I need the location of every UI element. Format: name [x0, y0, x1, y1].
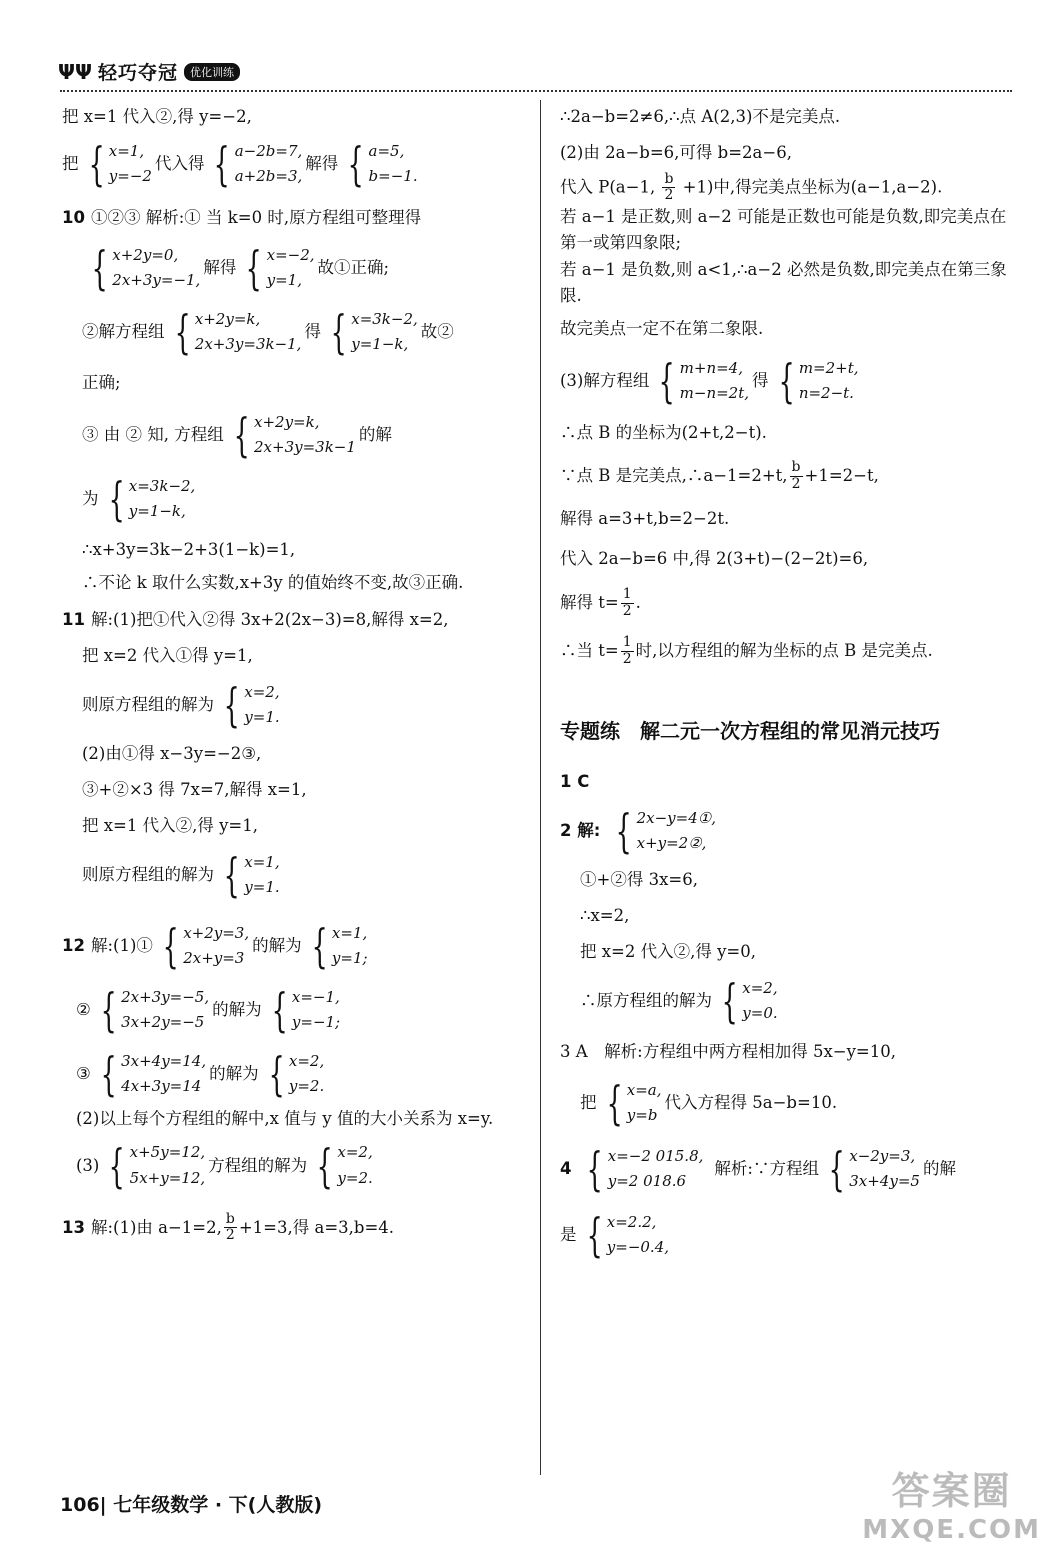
equation-row: y=1.	[244, 878, 280, 897]
equation-row: x=2.2,	[606, 1212, 657, 1231]
text-line: 若 a−1 是正数,则 a−2 可能是正数也可能是负数,即完美点在第一或第四象限;	[560, 206, 1007, 253]
equation-system: { x=2, y=0.	[721, 974, 778, 1029]
text-line: 把 { x=1, y=−2 代入得 { a−2b=7, a+2b=3, 解得 { a=5, b=−1.	[62, 137, 418, 191]
equation-row: x=−2,	[266, 245, 315, 264]
text-line: 把 x=1 代入②,得 y=1,	[82, 816, 258, 836]
equation-system: { 3x+4y=14, 4x+3y=14	[100, 1047, 207, 1102]
equation-system: { x=2, y=2.	[268, 1047, 325, 1102]
text-line: 代入 2a−b=6 中,得 2(3+t)−(2−2t)=6,	[560, 549, 869, 569]
equation-row: a+2b=3,	[234, 167, 303, 185]
text-line: 代入 P(a−1, $\frac{b}{2}$ +1)中,得完美点坐标为(a−1,a−2).	[560, 171, 943, 204]
page-number: 106	[60, 1494, 100, 1516]
equation-system: { x=3k−2, y=1−k,	[108, 472, 196, 526]
question-12: 12 解:(1)① { x+2y=3, 2x+y=3 的解为 { x=1, y=1;	[62, 919, 368, 974]
equation-row: y=b	[626, 1106, 658, 1125]
answer-2: 2 解: { 2x−y=4①, x+y=2②,	[560, 804, 716, 859]
equation-system: { x+2y=3, 2x+y=3	[162, 919, 250, 974]
text-line: ∴x=2,	[580, 906, 630, 926]
equation-row: x=3k−2,	[351, 309, 418, 328]
equation-row: 2x+3y=3k−1,	[194, 335, 302, 353]
equation-row: y=1;	[331, 949, 368, 968]
text-line: 把 x=2 代入②,得 y=0,	[580, 942, 756, 962]
text-line: (2)由 2a−b=6,可得 b=2a−6,	[560, 143, 792, 163]
text-line: ② { 2x+3y=−5, 3x+2y=−5 的解为 { x=−1, y=−1;	[76, 983, 341, 1038]
header-divider	[60, 90, 1012, 92]
equation-row: x=−2 015.8,	[607, 1146, 704, 1165]
text-line: ∴原方程组的解为 { x=2, y=0.	[580, 974, 778, 1029]
equation-row: y=1,	[266, 271, 302, 289]
fraction: $\frac{1}{2}$	[622, 634, 632, 667]
book-title: 七年级数学 · 下(人教版)	[113, 1494, 323, 1516]
equation-row: 3x+2y=−5	[121, 1013, 205, 1032]
text-line: (2)以上每个方程组的解中,x 值与 y 值的大小关系为 x=y.	[76, 1109, 494, 1129]
section-title: 专题练 解二元一次方程组的常见消元技巧	[560, 719, 940, 744]
equation-system: { x−2y=3, 3x+4y=5	[828, 1142, 920, 1197]
text-line: ③+②×3 得 7x=7,解得 x=1,	[82, 780, 307, 800]
equation-system: { 2x−y=4①, x+y=2②,	[615, 804, 716, 859]
equation-row: x=−1,	[291, 987, 340, 1006]
logo-icon: ΨΨ	[58, 59, 92, 84]
text-line: ③ { 3x+4y=14, 4x+3y=14 的解为 { x=2, y=2.	[76, 1047, 325, 1102]
equation-row: a=5,	[368, 141, 405, 160]
equation-system: { 2x+3y=−5, 3x+2y=−5	[100, 983, 210, 1038]
equation-row: 3x+4y=14,	[121, 1051, 207, 1070]
equation-row: 2x+y=3	[183, 949, 245, 968]
equation-system: { x+5y=12, 5x+y=12,	[108, 1138, 206, 1193]
text-line: 是 { x=2.2, y=−0.4,	[560, 1208, 670, 1263]
equation-row: y=1−k,	[128, 502, 186, 520]
left-column	[62, 100, 527, 1253]
text-line: (2)由①得 x−3y=−2③,	[82, 744, 262, 764]
text-line: ③ 由 ② 知, 方程组 { x+2y=k, 2x+3y=3k−1 的解	[82, 408, 392, 462]
equation-system: { x=a, y=b	[606, 1076, 662, 1131]
question-13: 13 解:(1)由 a−1=2, $\frac{b}{2}$ +1=3,得 a=3,b=4.	[62, 1210, 395, 1244]
fraction: $\frac{b}{2}$	[225, 1210, 235, 1244]
question-10: 10 ①②③ 解析:① 当 k=0 时,原方程组可整理得	[62, 208, 422, 228]
text-line: 故完美点一定不在第二象限.	[560, 319, 764, 339]
equation-system: { x=−1, y=−1;	[271, 983, 341, 1038]
equation-system: { a=5, b=−1.	[347, 137, 418, 191]
equation-row: y=2 018.6	[607, 1172, 687, 1191]
page-footer: 106| 七年级数学 · 下(人教版)	[60, 1494, 323, 1516]
text-line: 为 { x=3k−2, y=1−k,	[82, 472, 196, 526]
equation-row: m+n=4,	[679, 358, 743, 377]
text-line: ②解方程组 { x+2y=k, 2x+3y=3k−1, 得 { x=3k−2, y=1−k, 故②	[82, 305, 454, 359]
header	[58, 58, 240, 85]
equation-row: 2x+3y=−1,	[112, 271, 201, 289]
brand-name: 轻巧夺冠	[97, 62, 178, 84]
watermark: 答案圈 MXQE.COM	[862, 1469, 1041, 1545]
equation-system: { x=1, y=−2	[88, 137, 152, 191]
equation-row: x+2y=k,	[254, 412, 320, 431]
equation-row: x+2y=3,	[183, 923, 250, 942]
equation-system: { x=1, y=1.	[223, 848, 280, 903]
equation-row: y=1.	[244, 708, 280, 727]
text-line: { x+2y=0, 2x+3y=−1, 解得 { x=−2, y=1, 故①正确;	[62, 236, 527, 300]
equation-row: y=1−k,	[351, 335, 409, 353]
equation-row: x=a,	[626, 1080, 662, 1099]
text-line: (3)解方程组 { m+n=4, m−n=2t, 得 { m=2+t, n=2−t.	[560, 354, 859, 409]
equation-row: m=2+t,	[798, 358, 859, 377]
text-line: ∵点 B 是完美点,∴a−1=2+t, $\frac{b}{2}$ +1=2−t,	[560, 459, 879, 492]
text-line: 若 a−1 是负数,则 a<1,∴a−2 必然是负数,即完美点在第三象限.	[560, 259, 1007, 305]
equation-system: { x=2, y=2.	[316, 1138, 373, 1193]
equation-row: m−n=2t,	[679, 384, 750, 403]
equation-row: x+y=2②,	[636, 834, 707, 853]
equation-row: x−2y=3,	[849, 1146, 916, 1165]
equation-system: { x+2y=k, 2x+3y=3k−1	[233, 408, 356, 462]
text-line: ∴当 t= $\frac{1}{2}$ 时,以方程组的解为坐标的点 B 是完美点.	[560, 634, 933, 667]
equation-row: x=1,	[331, 923, 368, 942]
equation-row: x=2,	[244, 682, 280, 701]
equation-row: b=−1.	[368, 167, 418, 185]
text-line: ∴x+3y=3k−2+3(1−k)=1,	[82, 540, 296, 560]
equation-row: x=2,	[288, 1051, 325, 1070]
equation-row: x+2y=k,	[194, 309, 261, 328]
equation-system: { x=1, y=1;	[311, 919, 368, 974]
equation-row: x=2,	[742, 978, 778, 997]
equation-system: { a−2b=7, a+2b=3,	[214, 137, 303, 191]
fraction: $\frac{b}{2}$	[791, 459, 801, 492]
answer-1: 1 C	[560, 772, 590, 792]
right-column	[560, 100, 1015, 1266]
equation-system: { x=2.2, y=−0.4,	[586, 1208, 670, 1263]
fraction: $\frac{1}{2}$	[622, 586, 632, 619]
equation-system: { x+2y=0, 2x+3y=−1,	[91, 241, 201, 295]
text-line: (3) { x+5y=12, 5x+y=12, 方程组的解为 { x=2, y=2.	[76, 1138, 373, 1193]
brand-badge: 优化训练	[184, 63, 240, 81]
text-line: 则原方程组的解为 { x=2, y=1.	[82, 678, 280, 733]
equation-row: x=3k−2,	[128, 476, 196, 495]
equation-row: n=2−t.	[798, 384, 854, 403]
equation-row: y=−2	[108, 167, 152, 185]
equation-row: 2x+3y=−5,	[121, 987, 210, 1006]
column-divider	[540, 100, 541, 1475]
equation-system: { m+n=4, m−n=2t,	[658, 354, 750, 409]
equation-row: 3x+4y=5	[849, 1172, 920, 1191]
text-line: 解得 t= $\frac{1}{2}$ .	[560, 586, 641, 619]
equation-row: x=1,	[108, 141, 145, 160]
text-line: 解得 a=3+t,b=2−2t.	[560, 509, 730, 529]
equation-row: y=0.	[742, 1004, 778, 1023]
equation-row: 4x+3y=14	[121, 1077, 202, 1096]
text-line: 把 x=1 代入②,得 y=−2,	[62, 107, 252, 127]
answer-4: 4 { x=−2 015.8, y=2 018.6 解析:∵方程组 { x−2y=3, 3x+4y=5 的解	[560, 1142, 956, 1197]
text-line: ∴2a−b=2≠6,∴点 A(2,3)不是完美点.	[560, 107, 841, 127]
equation-row: 2x−y=4①,	[636, 808, 716, 827]
text-line: 正确;	[82, 373, 121, 393]
equation-row: y=−0.4,	[606, 1238, 670, 1257]
equation-row: x=1,	[244, 852, 280, 871]
equation-system: { m=2+t, n=2−t.	[778, 354, 859, 409]
equation-system: { x=−2, y=1,	[245, 241, 315, 295]
equation-system: { x=2, y=1.	[223, 678, 280, 733]
text-line: 把 { x=a, y=b 代入方程得 5a−b=10.	[580, 1076, 838, 1131]
fraction: $\frac{b}{2}$	[664, 171, 674, 204]
equation-system: { x+2y=k, 2x+3y=3k−1,	[174, 305, 302, 359]
question-11: 11 解:(1)把①代入②得 3x+2(2x−3)=8,解得 x=2,	[62, 610, 449, 630]
equation-system: { x=−2 015.8, y=2 018.6	[587, 1142, 704, 1197]
equation-row: 2x+3y=3k−1	[254, 438, 356, 456]
equation-row: x+2y=0,	[112, 245, 179, 264]
equation-row: a−2b=7,	[234, 141, 303, 160]
equation-row: x=2,	[337, 1143, 373, 1162]
text-line: ∴点 B 的坐标为(2+t,2−t).	[560, 423, 767, 443]
answer-3: 3 A 解析:方程组中两方程相加得 5x−y=10,	[560, 1042, 896, 1062]
equation-row: y=2.	[288, 1077, 325, 1096]
equation-system: { x=3k−2, y=1−k,	[330, 305, 418, 359]
text-line: ∴不论 k 取什么实数,x+3y 的值始终不变,故③正确.	[82, 573, 464, 592]
text-line: 则原方程组的解为 { x=1, y=1.	[82, 848, 280, 903]
equation-row: y=−1;	[291, 1013, 341, 1032]
equation-row: x+5y=12,	[129, 1143, 206, 1162]
equation-row: y=2.	[337, 1168, 373, 1187]
text-line: ①+②得 3x=6,	[580, 870, 698, 890]
equation-row: 5x+y=12,	[129, 1168, 206, 1187]
text-line: 把 x=2 代入①得 y=1,	[82, 646, 253, 666]
